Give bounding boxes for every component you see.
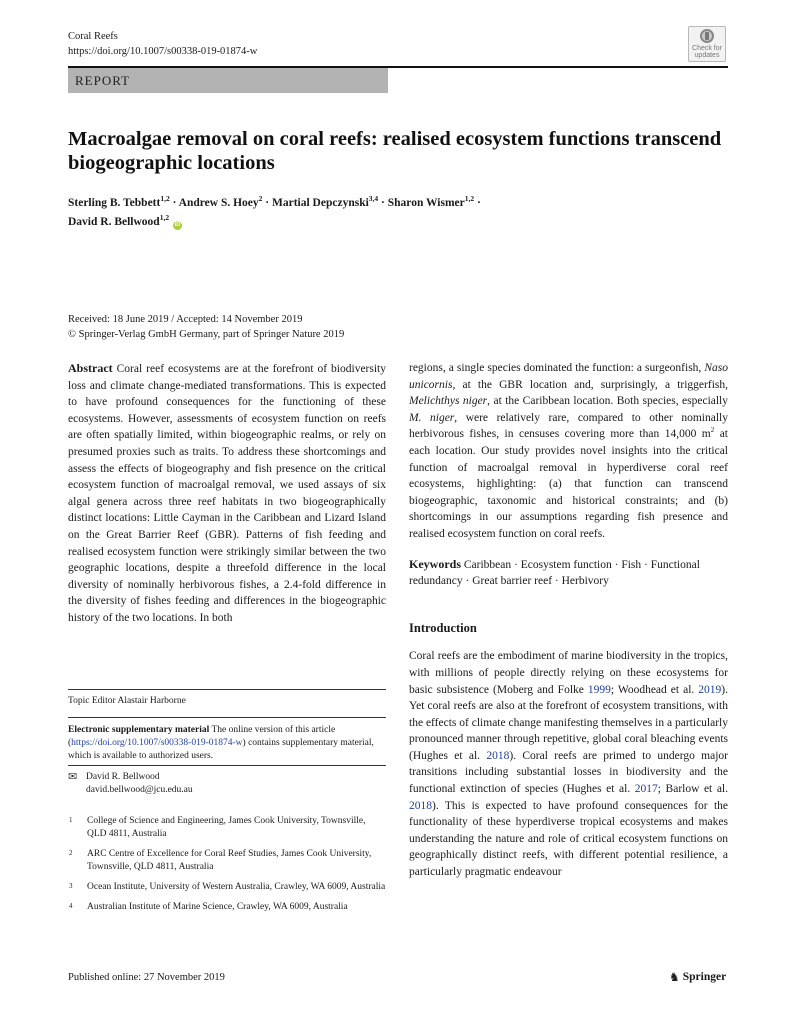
supp-label: Electronic supplementary material [68, 725, 210, 735]
springer-horse-icon: ♞ [669, 970, 680, 984]
citation-link[interactable]: 2018 [409, 799, 432, 812]
section-heading-introduction: Introduction [409, 620, 477, 635]
crossmark-label-1: Check for [692, 45, 722, 52]
supplementary-note: Electronic supplementary material The online version of this article (https://doi.org/10.1007/s00338-019-01874-w) contains supplementary material, which is available to authorized users. [68, 725, 374, 761]
separator: · [262, 197, 272, 209]
crossmark-label-2: updates [694, 52, 720, 59]
article-dates [68, 312, 344, 342]
publisher-name: Springer [682, 971, 727, 983]
author[interactable]: Sharon Wismer$^{1,2}$ [387, 194, 475, 209]
affiliation-item: 1 College of Science and Engineering, James Cook University, Townsville, QLD 4811, Australia [69, 816, 366, 839]
orcid-icon[interactable]: iD [174, 222, 181, 228]
article-title: Macroalgae removal on coral reefs: realised ecosystem functions transcend biogeographic locations [68, 128, 722, 174]
publisher-logo [669, 969, 726, 985]
separator: · [169, 197, 179, 209]
affiliation-item: 2 ARC Centre of Excellence for Coral Reef Studies, James Cook University, Townsville, QLD 4811, Australia [69, 849, 372, 872]
author[interactable]: Sterling B. Tebbett$^{1,2}$ [68, 194, 170, 209]
corresponding-author [68, 771, 386, 797]
affiliation-item: 4 Australian Institute of Marine Science, Crawley, WA 6009, Australia [69, 902, 348, 912]
copyright: © Springer-Verlag GmbH Germany, part of Springer Nature 2019 [68, 329, 345, 340]
footnote-rule [68, 717, 386, 718]
right-column [409, 360, 728, 881]
keywords-label: Keywords [409, 556, 461, 571]
section-label: REPORT [68, 68, 388, 93]
crossmark-icon [700, 29, 714, 43]
abstract-label: Abstract [68, 361, 113, 375]
footnote-rule [68, 765, 386, 766]
species-name: Melichthys niger [409, 395, 488, 408]
abstract-text: Coral reef ecosystems are at the forefront of biodiversity loss and climate change-mediated transformations. This is expected to have profound consequences for the functioning of these ecosystems. However, assessments of ecosystem function on reefs are often spatially limited, within biogeographic realms, or rely on presumed proxies such as traits. To address these shortcomings and assess the effects of biogeography and fish presence on the critical ecosystem function of macroalgal removal, we used assays of six algal genera across three reef habitats in two biogeographically distinct locations: Little Cayman in the Caribbean and Lizard Island on the Great Barrier Reef (GBR). Patterns of fish feeding and realised ecosystem function were strikingly similar between the two geographic locations, despite a threefold difference in the local diversity of nominally herbivorous fishes, a 2.4-fold difference in the diversity of fishes feeding and differences in the biogeographic history of the two locations. In both [68, 363, 387, 624]
contact-name: David R. Bellwood [86, 772, 160, 782]
separator: · [474, 197, 481, 209]
introduction-text: Coral reefs are the embodiment of marine biodiversity in the tropics, with millions of people directly relying on these ecosystems for basic subsistence (Moberg and Folke 1999; Woodhead et al. 2019). Yet coral reefs are also at the forefront of ecosystem transitions, with the effects of climate change manifesting themselves in a particularly pronounced manner through repetitive, global coral bleaching events (Hughes et al. 2018). Coral reefs are primed to undergo major transitions including substantial losses in biodiversity and the functional extinction of species (Hughes et al. 2017; Barlow et al. 2018). This is expected to have profound consequences for the functionality of these hyperdiverse tropical ecosystems and makes understanding the nature and role of critical ecosystem functions on geographically distinct reefs, with different potential resilience, a particularly pragmatic endeavour [409, 650, 728, 879]
citation-link[interactable]: 1999 [587, 683, 611, 696]
citation-link[interactable]: 2018 [486, 749, 510, 762]
author[interactable]: Martial Depczynski$^{3,4}$ [272, 194, 379, 209]
supp-link[interactable]: https://doi.org/10.1007/s00338-019-01874-w [71, 738, 243, 748]
author[interactable]: David R. Bellwood$^{1,2}$ [68, 213, 170, 228]
citation-link[interactable]: 2017 [634, 783, 658, 796]
contact-email[interactable]: david.bellwood@jcu.edu.au [86, 785, 193, 795]
species-name: M. niger [409, 411, 455, 424]
topic-editor: Topic Editor Alastair Harborne [68, 696, 186, 706]
author-list [68, 194, 728, 232]
author[interactable]: Andrew S. Hoey$^2$ [178, 194, 263, 209]
envelope-icon: ✉ [68, 771, 78, 783]
species-name: Naso unicornis [409, 362, 728, 391]
keywords-list: Caribbean · Ecosystem function · Fish · Functional redundancy · Great barrier reef · Herbivory [409, 558, 700, 588]
abstract-left [68, 360, 386, 627]
footnote-rule [68, 689, 386, 690]
doi-link[interactable]: https://doi.org/10.1007/s00338-019-01874-w [68, 46, 258, 57]
check-for-updates-button[interactable] [688, 26, 726, 62]
citation-link[interactable]: 2019 [698, 683, 722, 696]
keywords [409, 556, 728, 590]
published-online: Published online: 27 November 2019 [68, 972, 225, 983]
affiliation-item: 3 Ocean Institute, University of Western Australia, Crawley, WA 6009, Australia [69, 882, 386, 892]
received-accepted: Received: 18 June 2019 / Accepted: 14 November 2019 [68, 314, 303, 325]
journal-header [68, 29, 257, 59]
affiliations [68, 815, 386, 921]
separator: · [378, 197, 388, 209]
abstract-continued: regions, a single species dominated the function: a surgeonfish, Naso unicornis, at the GBR location and, surprisingly, a triggerfish, Melichthys niger, at the Caribbean location. Both species, especially M. niger, were relatively rare, compared to other nominally herbivorous fishes, in censuses covering more than 14,000 $m^2$ at each location. Our study provides novel insights into the critical function of macroalgal removal in hyperdiverse coral reef ecosystems, highlighting: (a) that function can transcend biogeographic, taxonomic and historical constraints; and (b) shortcomings in our assumptions regarding fish presence and realised ecosystem function on coral reefs. [409, 362, 729, 540]
journal-name: Coral Reefs [68, 31, 118, 42]
